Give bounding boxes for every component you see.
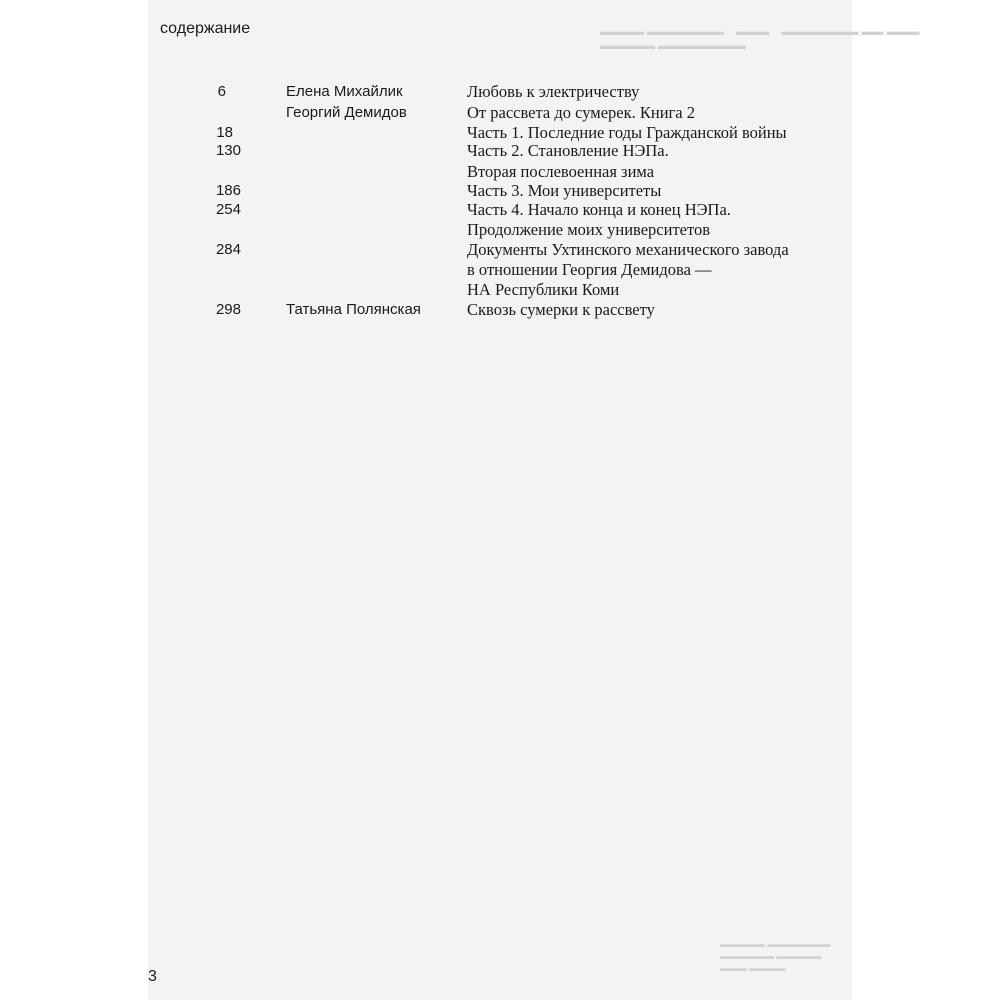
- toc-row: [0, 240, 1000, 260]
- toc-author: Георгий Демидов: [286, 104, 407, 121]
- toc-page-number: 254: [215, 201, 241, 218]
- toc-row: [0, 162, 1000, 182]
- toc-title: Часть 4. Начало конца и конец НЭПа.: [467, 200, 731, 219]
- toc-title: Часть 1. Последние годы Гражданской войны: [467, 123, 787, 142]
- toc-author: Елена Михайлик: [286, 83, 403, 100]
- toc-page-number: 298: [215, 301, 241, 318]
- toc-title: Часть 2. Становление НЭПа.: [467, 141, 669, 160]
- toc-row: [0, 82, 1000, 102]
- toc-row: [0, 200, 1000, 220]
- toc-title: От рассвета до сумерек. Книга 2: [467, 103, 695, 122]
- toc-row: [0, 260, 1000, 280]
- toc-row: [0, 103, 1000, 123]
- toc-row: [0, 141, 1000, 161]
- toc-title: в отношении Георгия Демидова —: [467, 260, 712, 279]
- toc-title: Любовь к электричеству: [467, 82, 640, 101]
- bleed-through-text-bottom: ▬▬▬▬▬ ▬▬▬▬▬▬▬ ▬▬▬▬▬▬ ▬▬▬▬▬ ▬▬▬ ▬▬▬▬: [720, 939, 831, 973]
- toc-row: [0, 220, 1000, 240]
- toc-author: Татьяна Полянская: [286, 301, 421, 318]
- section-header: содержание: [160, 20, 251, 37]
- toc-row: [0, 123, 1000, 143]
- toc-page-number: 186: [215, 182, 241, 199]
- toc-page-number: 18: [216, 124, 233, 141]
- toc-title: Вторая послевоенная зима: [467, 162, 655, 181]
- toc-row: [0, 181, 1000, 201]
- toc-row: [0, 280, 1000, 300]
- bleed-through-text: ⁠▬▬▬▬ ▬▬▬▬▬▬▬ ▬▬▬ ▬▬▬▬▬▬▬ ▬▬ ▬▬▬ ▬▬▬▬▬ ▬▬▬▬▬▬▬▬: [600, 26, 920, 52]
- toc-page-number: 6: [217, 83, 226, 100]
- toc-page-number: 284: [215, 241, 241, 258]
- toc-title: Документы Ухтинского механического завода: [467, 240, 789, 259]
- toc-title: Часть 3. Мои университеты: [467, 181, 662, 200]
- toc-row: [0, 300, 1000, 320]
- toc-title: Продолжение моих университетов: [467, 220, 711, 239]
- toc-page-number: 130: [215, 142, 241, 159]
- toc-title: НА Республики Коми: [467, 280, 620, 299]
- toc-title: Сквозь сумерки к рассвету: [467, 300, 655, 319]
- page-number: 3: [148, 968, 157, 985]
